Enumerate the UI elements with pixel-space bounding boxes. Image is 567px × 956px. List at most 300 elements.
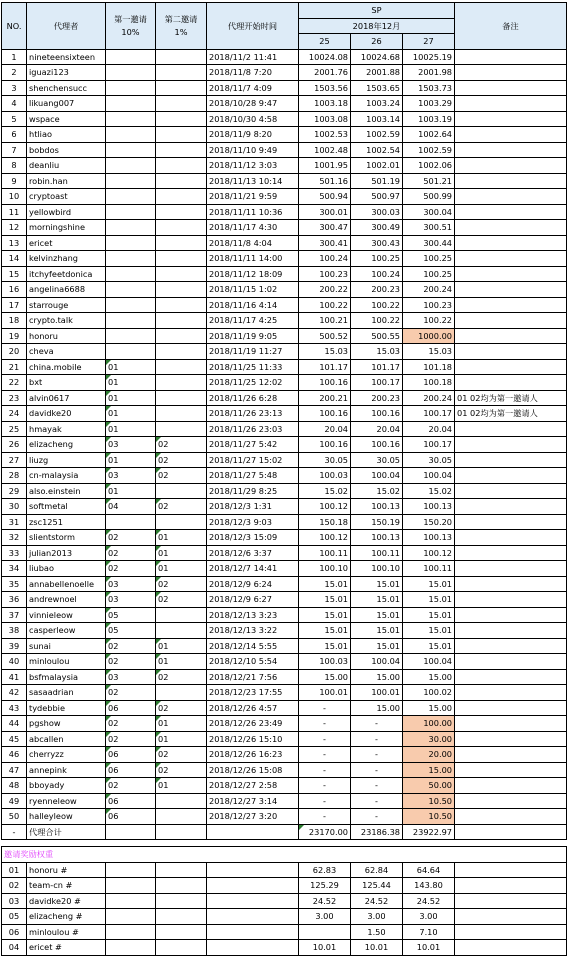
sp-day-27: 100.00: [403, 716, 455, 732]
second-inviter: [156, 142, 207, 158]
agent-name: julian2013: [27, 545, 106, 561]
start-time: 2018/11/9 8:20: [207, 127, 299, 143]
remarks: [455, 235, 567, 251]
sp-day-26: 300.03: [351, 204, 403, 220]
remarks: [455, 654, 567, 670]
sp-day-25: 1002.48: [299, 142, 351, 158]
sp-day-25: 300.41: [299, 235, 351, 251]
sp-day-25: 200.21: [299, 390, 351, 406]
sp-day-27: 100.13: [403, 530, 455, 546]
sp-day-25: -: [299, 778, 351, 794]
start-time: 2018/12/23 17:55: [207, 685, 299, 701]
total-day-26: 23186.38: [351, 824, 403, 840]
weight-day-27: 24.52: [403, 893, 455, 909]
col-start-header: 代理开始时间: [207, 3, 299, 50]
remarks: [455, 778, 567, 794]
start-time: 2018/12/21 7:56: [207, 669, 299, 685]
row-number: 38: [2, 623, 27, 639]
first-inviter: [106, 158, 156, 174]
weight-day-25: 24.52: [299, 893, 351, 909]
table-row: [2, 313, 567, 329]
row-number: 20: [2, 344, 27, 360]
sp-day-27: 20.00: [403, 747, 455, 763]
first-inviter: [106, 282, 156, 298]
table-row: [2, 158, 567, 174]
sp-day-27: 501.21: [403, 173, 455, 189]
total-day-27: 23922.97: [403, 824, 455, 840]
remarks: [455, 297, 567, 313]
table-row: [2, 514, 567, 530]
sp-day-26: 100.24: [351, 266, 403, 282]
start-time: 2018/12/9 6:24: [207, 576, 299, 592]
sp-day-25: 500.94: [299, 189, 351, 205]
start-time: 2018/12/26 4:57: [207, 700, 299, 716]
sp-day-27: 200.24: [403, 390, 455, 406]
sp-day-26: 15.03: [351, 344, 403, 360]
agent-name: softmetal: [27, 499, 106, 515]
remarks: [455, 499, 567, 515]
table-row: [2, 266, 567, 282]
weight-day-25: [299, 924, 351, 940]
first-inviter: 06: [106, 762, 156, 778]
second-inviter: 02: [156, 747, 207, 763]
weight-day-25: 62.83: [299, 862, 351, 878]
second-inviter: 02: [156, 576, 207, 592]
first-inviter: 02: [106, 530, 156, 546]
sp-day-26: 101.17: [351, 359, 403, 375]
start-time: 2018/11/2 11:41: [207, 49, 299, 65]
first-inviter: [106, 111, 156, 127]
empty-cell: [455, 924, 567, 940]
agent-name: bxt: [27, 375, 106, 391]
empty-cell: [207, 824, 299, 840]
agent-name: vinnieleow: [27, 607, 106, 623]
empty-cell: [106, 909, 156, 925]
first-inviter: 01: [106, 375, 156, 391]
second-inviter: [156, 65, 207, 81]
row-number: 18: [2, 313, 27, 329]
sp-day-25: 15.02: [299, 483, 351, 499]
start-time: 2018/12/13 3:22: [207, 623, 299, 639]
table-row: [2, 607, 567, 623]
sp-day-27: 500.99: [403, 189, 455, 205]
row-number: 8: [2, 158, 27, 174]
sp-day-26: -: [351, 716, 403, 732]
remarks: [455, 421, 567, 437]
row-number: 13: [2, 235, 27, 251]
sp-day-26: 30.05: [351, 452, 403, 468]
day-26-header: 26: [351, 34, 403, 50]
weight-row: [2, 862, 567, 878]
table-row: [2, 65, 567, 81]
second-inviter: [156, 344, 207, 360]
sp-day-26: -: [351, 762, 403, 778]
empty-cell: [106, 862, 156, 878]
sp-day-26: 15.01: [351, 592, 403, 608]
first-inviter: 01: [106, 359, 156, 375]
remarks: [455, 189, 567, 205]
first-inviter: [106, 65, 156, 81]
row-number: 23: [2, 390, 27, 406]
table-row: [2, 49, 567, 65]
sp-day-25: -: [299, 700, 351, 716]
first-inviter: [106, 313, 156, 329]
table-row: [2, 421, 567, 437]
sp-day-27: 15.01: [403, 638, 455, 654]
weight-name: minloulou #: [27, 924, 106, 940]
row-number: 22: [2, 375, 27, 391]
sp-day-25: 1001.95: [299, 158, 351, 174]
second-inviter: [156, 266, 207, 282]
weight-row: [2, 878, 567, 894]
table-row: [2, 173, 567, 189]
agent-name: halleyleow: [27, 809, 106, 825]
first-inviter: [106, 204, 156, 220]
agent-name: sasaadrian: [27, 685, 106, 701]
first-inviter: [106, 127, 156, 143]
agent-name: honoru: [27, 328, 106, 344]
second-inviter: [156, 685, 207, 701]
row-number: 33: [2, 545, 27, 561]
agent-name: wspace: [27, 111, 106, 127]
row-number: 2: [2, 65, 27, 81]
empty-cell: [455, 940, 567, 956]
sp-day-26: 1002.59: [351, 127, 403, 143]
start-time: 2018/12/26 16:23: [207, 747, 299, 763]
empty-cell: [207, 909, 299, 925]
start-time: 2018/11/27 5:42: [207, 437, 299, 453]
remarks: [455, 173, 567, 189]
first-inviter: 01: [106, 406, 156, 422]
remarks: [455, 111, 567, 127]
agent-name: deanliu: [27, 158, 106, 174]
total-day-25: 23170.00: [299, 824, 351, 840]
sp-day-27: 100.17: [403, 406, 455, 422]
agent-name: abcallen: [27, 731, 106, 747]
remarks: [455, 514, 567, 530]
table-row: [2, 452, 567, 468]
row-number: 1: [2, 49, 27, 65]
sp-day-25: 1002.53: [299, 127, 351, 143]
start-time: 2018/12/27 2:58: [207, 778, 299, 794]
agent-name: andrewnoel: [27, 592, 106, 608]
empty-cell: [455, 893, 567, 909]
weight-day-27: 3.00: [403, 909, 455, 925]
row-number: 15: [2, 266, 27, 282]
start-time: 2018/10/28 9:47: [207, 96, 299, 112]
sp-day-25: 100.11: [299, 545, 351, 561]
second-inviter: 02: [156, 669, 207, 685]
agent-name: also.einstein: [27, 483, 106, 499]
table-row: [2, 96, 567, 112]
second-inviter: [156, 514, 207, 530]
remarks: [455, 344, 567, 360]
col-remarks-header: 备注: [455, 3, 567, 50]
start-time: 2018/11/21 9:59: [207, 189, 299, 205]
row-number: 43: [2, 700, 27, 716]
start-time: 2018/12/26 15:08: [207, 762, 299, 778]
sp-day-26: 200.23: [351, 282, 403, 298]
sp-day-26: 300.49: [351, 220, 403, 236]
sp-day-26: -: [351, 778, 403, 794]
table-row: [2, 235, 567, 251]
remarks: [455, 530, 567, 546]
remarks: [455, 65, 567, 81]
remarks: [455, 375, 567, 391]
row-number: 6: [2, 127, 27, 143]
weight-day-27: 10.01: [403, 940, 455, 956]
second-inviter: 02: [156, 592, 207, 608]
sp-day-27: 100.04: [403, 468, 455, 484]
sp-day-26: 15.01: [351, 623, 403, 639]
row-number: 45: [2, 731, 27, 747]
first-inviter: 05: [106, 607, 156, 623]
first-inviter: [106, 328, 156, 344]
second-inviter: 02: [156, 468, 207, 484]
first-inviter: 03: [106, 669, 156, 685]
sp-day-27: 20.04: [403, 421, 455, 437]
table-row: [2, 282, 567, 298]
sp-day-25: 1003.18: [299, 96, 351, 112]
first-inviter: 02: [106, 561, 156, 577]
sp-day-25: 200.22: [299, 282, 351, 298]
remarks: [455, 809, 567, 825]
second-inviter: [156, 421, 207, 437]
second-inviter: [156, 390, 207, 406]
start-time: 2018/12/9 6:27: [207, 592, 299, 608]
start-time: 2018/11/11 14:00: [207, 251, 299, 267]
sp-day-25: 1503.56: [299, 80, 351, 96]
remarks: 01 02均为第一邀请人: [455, 390, 567, 406]
second-inviter: [156, 483, 207, 499]
second-inviter: [156, 173, 207, 189]
table-row: [2, 716, 567, 732]
start-time: 2018/11/10 9:49: [207, 142, 299, 158]
table-row: [2, 375, 567, 391]
agent-name: htliao: [27, 127, 106, 143]
weight-day-26: 62.84: [351, 862, 403, 878]
sp-day-27: 15.00: [403, 700, 455, 716]
start-time: 2018/12/27 3:20: [207, 809, 299, 825]
start-time: 2018/11/16 4:14: [207, 297, 299, 313]
agent-name: minloulou: [27, 654, 106, 670]
sp-day-27: 100.04: [403, 654, 455, 670]
row-number: 27: [2, 452, 27, 468]
weight-row: [2, 940, 567, 956]
start-time: 2018/11/13 10:14: [207, 173, 299, 189]
row-number: 49: [2, 793, 27, 809]
table-row: [2, 592, 567, 608]
row-number: 17: [2, 297, 27, 313]
weight-no: 04: [2, 940, 27, 956]
second-inviter: [156, 204, 207, 220]
weight-no: 03: [2, 893, 27, 909]
sp-day-26: 500.97: [351, 189, 403, 205]
col-inv2-header: 第二邀请 1%: [156, 3, 207, 50]
second-inviter: 02: [156, 762, 207, 778]
sp-day-25: 300.01: [299, 204, 351, 220]
table-row: [2, 344, 567, 360]
remarks: [455, 700, 567, 716]
agent-name: shenchensucc: [27, 80, 106, 96]
agent-name: china.mobile: [27, 359, 106, 375]
table-row: [2, 437, 567, 453]
agent-name: alvin0617: [27, 390, 106, 406]
sp-day-25: 15.01: [299, 623, 351, 639]
start-time: 2018/12/26 15:10: [207, 731, 299, 747]
table-row: [2, 406, 567, 422]
first-inviter: 03: [106, 592, 156, 608]
sp-day-27: 1503.73: [403, 80, 455, 96]
start-time: 2018/11/26 23:13: [207, 406, 299, 422]
sp-day-26: 100.13: [351, 499, 403, 515]
sp-day-27: 100.25: [403, 266, 455, 282]
table-row: [2, 204, 567, 220]
weight-name: elizacheng #: [27, 909, 106, 925]
col-inv1-header: 第一邀请 10%: [106, 3, 156, 50]
row-number: 14: [2, 251, 27, 267]
agent-name: angelina6688: [27, 282, 106, 298]
first-inviter: [106, 514, 156, 530]
empty-cell: [207, 878, 299, 894]
remarks: [455, 561, 567, 577]
second-inviter: 01: [156, 638, 207, 654]
table-row: [2, 576, 567, 592]
first-inviter: [106, 142, 156, 158]
first-inviter: [106, 235, 156, 251]
agent-name: bobdos: [27, 142, 106, 158]
second-inviter: [156, 80, 207, 96]
remarks: [455, 359, 567, 375]
sp-day-26: 100.11: [351, 545, 403, 561]
table-row: [2, 297, 567, 313]
empty-cell: [106, 878, 156, 894]
remarks: [455, 251, 567, 267]
sp-day-26: 200.23: [351, 390, 403, 406]
start-time: 2018/11/19 9:05: [207, 328, 299, 344]
sp-day-27: 2001.98: [403, 65, 455, 81]
sp-day-25: -: [299, 716, 351, 732]
empty-cell: [156, 893, 207, 909]
table-row: [2, 731, 567, 747]
sp-day-25: 101.17: [299, 359, 351, 375]
table-row: [2, 390, 567, 406]
second-inviter: [156, 282, 207, 298]
empty-cell: [106, 893, 156, 909]
sp-day-27: 100.23: [403, 297, 455, 313]
first-inviter: 06: [106, 793, 156, 809]
total-label: 代理合计: [27, 824, 106, 840]
first-inviter: [106, 49, 156, 65]
sp-day-25: 15.01: [299, 638, 351, 654]
sp-day-25: 501.16: [299, 173, 351, 189]
first-inviter: 03: [106, 437, 156, 453]
month-header: 2018年12月: [299, 18, 455, 34]
table-row: [2, 778, 567, 794]
sp-day-25: -: [299, 809, 351, 825]
sp-day-25: 15.01: [299, 592, 351, 608]
remarks: [455, 762, 567, 778]
sp-day-25: 100.12: [299, 530, 351, 546]
remarks: 01 02均为第一邀请人: [455, 406, 567, 422]
sp-day-26: 150.19: [351, 514, 403, 530]
empty-cell: [207, 862, 299, 878]
sp-day-25: 500.52: [299, 328, 351, 344]
second-inviter: [156, 793, 207, 809]
sp-table: [1, 2, 567, 956]
row-number: 11: [2, 204, 27, 220]
row-number: 48: [2, 778, 27, 794]
agent-name: hmayak: [27, 421, 106, 437]
second-inviter: [156, 359, 207, 375]
agent-name: cryptoast: [27, 189, 106, 205]
sp-day-26: 500.55: [351, 328, 403, 344]
second-inviter: [156, 623, 207, 639]
sp-day-25: -: [299, 747, 351, 763]
remarks: [455, 204, 567, 220]
sp-day-27: 10.50: [403, 809, 455, 825]
row-number: 3: [2, 80, 27, 96]
agent-name: starrouge: [27, 297, 106, 313]
second-inviter: [156, 158, 207, 174]
sp-day-26: 15.00: [351, 700, 403, 716]
second-inviter: 02: [156, 437, 207, 453]
table-row: [2, 747, 567, 763]
remarks: [455, 607, 567, 623]
remarks: [455, 592, 567, 608]
start-time: 2018/12/14 5:55: [207, 638, 299, 654]
sp-day-27: 1003.29: [403, 96, 455, 112]
weight-no: 01: [2, 862, 27, 878]
sp-day-27: 100.17: [403, 437, 455, 453]
row-number: 9: [2, 173, 27, 189]
first-inviter: 05: [106, 623, 156, 639]
weight-name: honoru #: [27, 862, 106, 878]
col-no-header: NO.: [2, 3, 27, 50]
row-number: 26: [2, 437, 27, 453]
row-number: 44: [2, 716, 27, 732]
second-inviter: 01: [156, 545, 207, 561]
empty-cell: [207, 924, 299, 940]
second-inviter: [156, 127, 207, 143]
remarks: [455, 793, 567, 809]
agent-name: casperleow: [27, 623, 106, 639]
sp-header: SP: [299, 3, 455, 19]
day-25-header: 25: [299, 34, 351, 50]
sp-day-27: 15.01: [403, 607, 455, 623]
agent-name: cherryzz: [27, 747, 106, 763]
sp-day-27: 50.00: [403, 778, 455, 794]
agent-name: sunai: [27, 638, 106, 654]
remarks: [455, 313, 567, 329]
weight-day-26: 125.44: [351, 878, 403, 894]
remarks: [455, 483, 567, 499]
agent-name: zsc1251: [27, 514, 106, 530]
table-row: [2, 142, 567, 158]
table-row: [2, 189, 567, 205]
weight-no: 06: [2, 924, 27, 940]
agent-name: pgshow: [27, 716, 106, 732]
sp-day-27: 1003.19: [403, 111, 455, 127]
remarks: [455, 142, 567, 158]
remarks: [455, 49, 567, 65]
sp-day-26: 15.01: [351, 576, 403, 592]
start-time: 2018/11/27 5:48: [207, 468, 299, 484]
table-row: [2, 80, 567, 96]
sp-day-25: 100.03: [299, 468, 351, 484]
table-row: [2, 499, 567, 515]
sp-day-26: 100.16: [351, 406, 403, 422]
